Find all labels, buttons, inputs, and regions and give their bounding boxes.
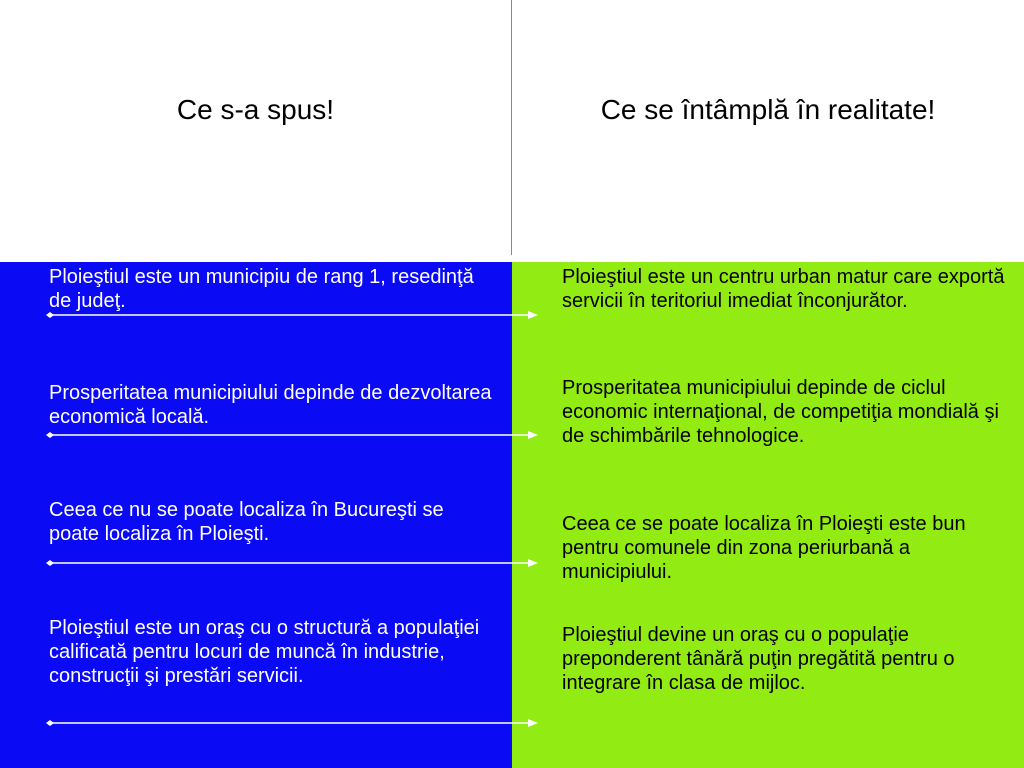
- reality-statement-1: Ploieştiul este un centru urban matur care exportă servicii în teritoriul imediat înconjurător.: [562, 266, 1005, 312]
- said-statement-2: Prosperitatea municipiului depinde de dezvoltarea economică locală.: [49, 382, 492, 428]
- heading-said: Ce s-a spus!: [176, 94, 335, 125]
- header-divider: [511, 0, 512, 255]
- reality-statement-2: Prosperitatea municipiului depinde de ciclul economic internaţional, de competiţia mondială şi de schimbările tehnologice.: [562, 377, 999, 447]
- heading-reality: Ce se întâmplă în realitate!: [600, 94, 936, 125]
- reality-statement-4: Ploieştiul devine un oraş cu o populaţie preponderent tânără puţin pregătită pentru o integrare în clasa de mijloc.: [562, 624, 955, 694]
- reality-statement-3: Ceea ce se poate localiza în Ploieşti este bun pentru comunele din zona periurbană a municipiului.: [562, 513, 966, 583]
- said-statement-4: Ploieştiul este un oraş cu o structură a populaţiei calificată pentru locuri de muncă în industrie, construcţii şi prestări servicii.: [49, 617, 480, 687]
- said-statement-3: Ceea ce nu se poate localiza în Bucureşti se poate localiza în Ploieşti.: [49, 499, 444, 545]
- said-statement-1: Ploieştiul este un municipiu de rang 1, resedinţă de judeţ.: [49, 266, 474, 312]
